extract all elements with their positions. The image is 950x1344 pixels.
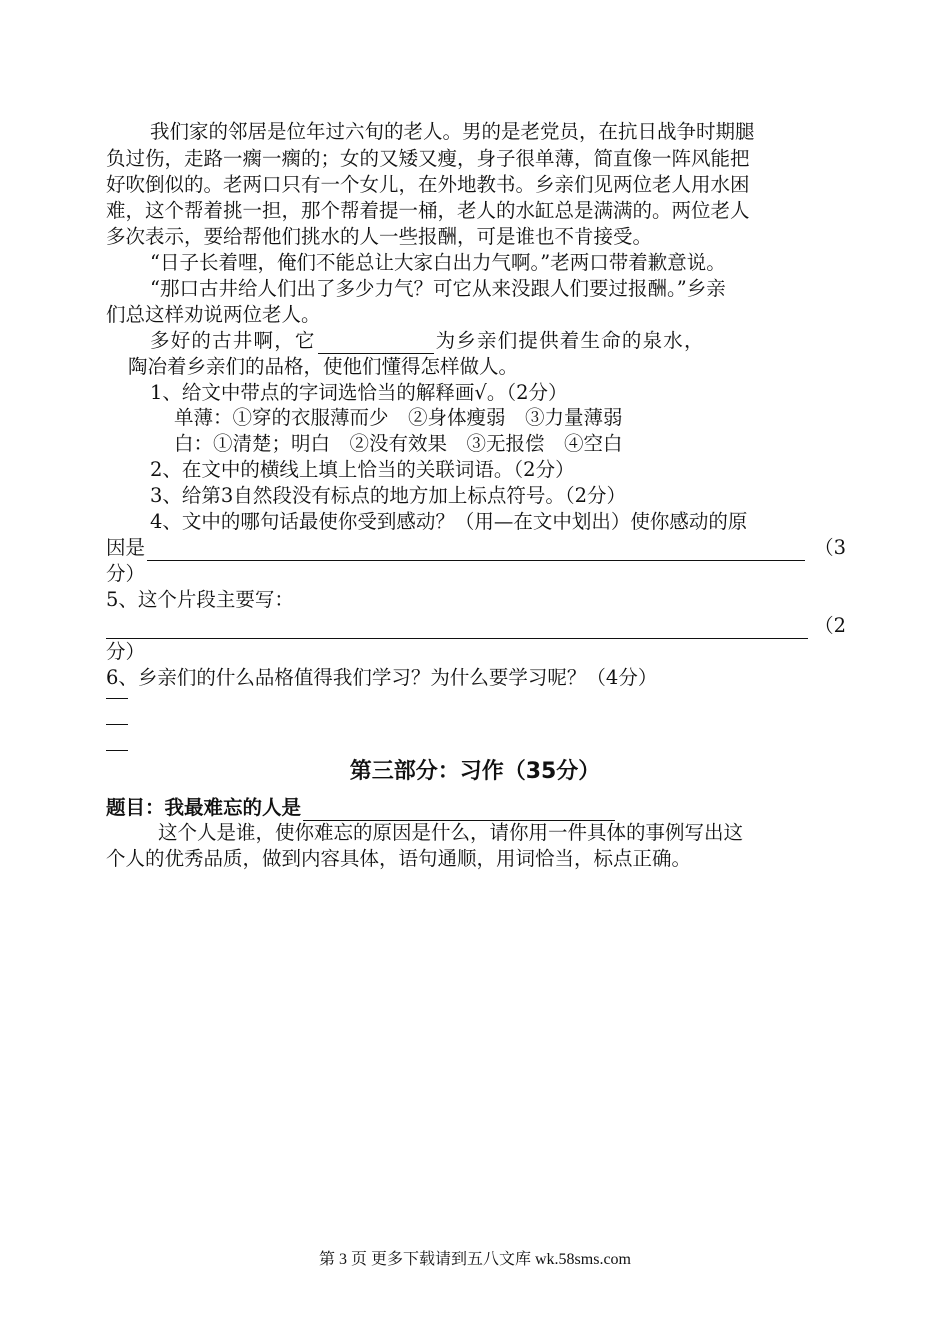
passage-line-with-blank	[106, 328, 890, 354]
question-5-score-cont: 分）	[106, 640, 146, 663]
essay-topic-line	[106, 795, 846, 821]
passage-line: 好吹倒似的。老两口只有一个女儿，在外地教书。乡亲们见两位老人用水困	[106, 173, 750, 196]
question-5: 5、这个片段主要写：	[106, 588, 294, 611]
answer-dash-line[interactable]	[106, 706, 846, 732]
question-1: 1、给文中带点的字词选恰当的解释画√。（2分）	[150, 381, 568, 404]
passage-line: “日子长着哩，俺们不能总让大家白出力气啊。”老两口带着歉意说。	[150, 251, 726, 274]
page-footer: 第 3 页 更多下载请到五八文库 wk.58sms.com	[318, 1251, 631, 1268]
question-4-prefix: 因是	[106, 536, 146, 559]
question-6: 6、乡亲们的什么品格值得我们学习？为什么要学习呢？（4分）	[106, 666, 658, 689]
passage-line: 陶冶着乡亲们的品格，使他们懂得怎样做人。	[128, 355, 519, 378]
passage-line: 我们家的邻居是位年过六旬的老人。男的是老党员，在抗日战争时期腿	[150, 120, 755, 143]
essay-instruction: 这个人是谁，使你难忘的原因是什么，请你用一件具体的事例写出这	[158, 821, 744, 844]
question-4: 4、文中的哪句话最使你受到感动？（用—在文中划出）使你感动的原	[150, 510, 748, 533]
question-4-score: （3	[814, 536, 846, 559]
question-5-answer-line	[106, 613, 846, 639]
question-2: 2、在文中的横线上填上恰当的关联词语。（2分）	[150, 458, 575, 481]
passage-line: “那口古井给人们出了多少力气？可它从来没跟人们要过报酬。”乡亲	[150, 277, 726, 300]
passage-line: 难，这个帮着挑一担，那个帮着提一桶，老人的水缸总是满满的。两位老人	[106, 199, 750, 222]
question-1-option-a: 单薄：①穿的衣服薄而少 ②身体瘦弱 ③力量薄弱	[174, 406, 623, 429]
passage-line: 负过伤，走路一瘸一瘸的；女的又矮又瘦，身子很单薄，简直像一阵风能把	[106, 147, 750, 170]
passage-line: 多次表示，要给帮他们挑水的人一些报酬，可是谁也不肯接受。	[106, 225, 653, 248]
passage-line: 们总这样劝说两位老人。	[106, 303, 321, 326]
connective-blank[interactable]	[318, 333, 434, 354]
question-3: 3、给第3自然段没有标点的地方加上标点符号。（2分）	[150, 484, 626, 507]
question-5-answer-blank[interactable]	[106, 618, 808, 639]
question-4-answer-line	[106, 535, 846, 561]
question-1-option-b: 白：①清楚；明白 ②没有效果 ③无报偿 ④空白	[174, 432, 623, 455]
essay-topic-blank[interactable]	[303, 800, 615, 821]
essay-topic-label: 题目：我最难忘的人是	[106, 796, 302, 819]
answer-dash-line[interactable]	[106, 680, 846, 706]
section-heading: 第三部分：习作（35分）	[349, 759, 601, 784]
question-4-answer-blank[interactable]	[147, 540, 805, 561]
essay-instruction: 个人的优秀品质，做到内容具体，语句通顺，用词恰当，标点正确。	[106, 847, 692, 870]
passage-text: 多好的古井啊，它	[150, 329, 316, 352]
question-5-score: （2	[814, 614, 846, 637]
passage-text: 为乡亲们提供着生命的泉水，	[435, 329, 705, 352]
question-4-score-cont: 分）	[106, 562, 146, 585]
